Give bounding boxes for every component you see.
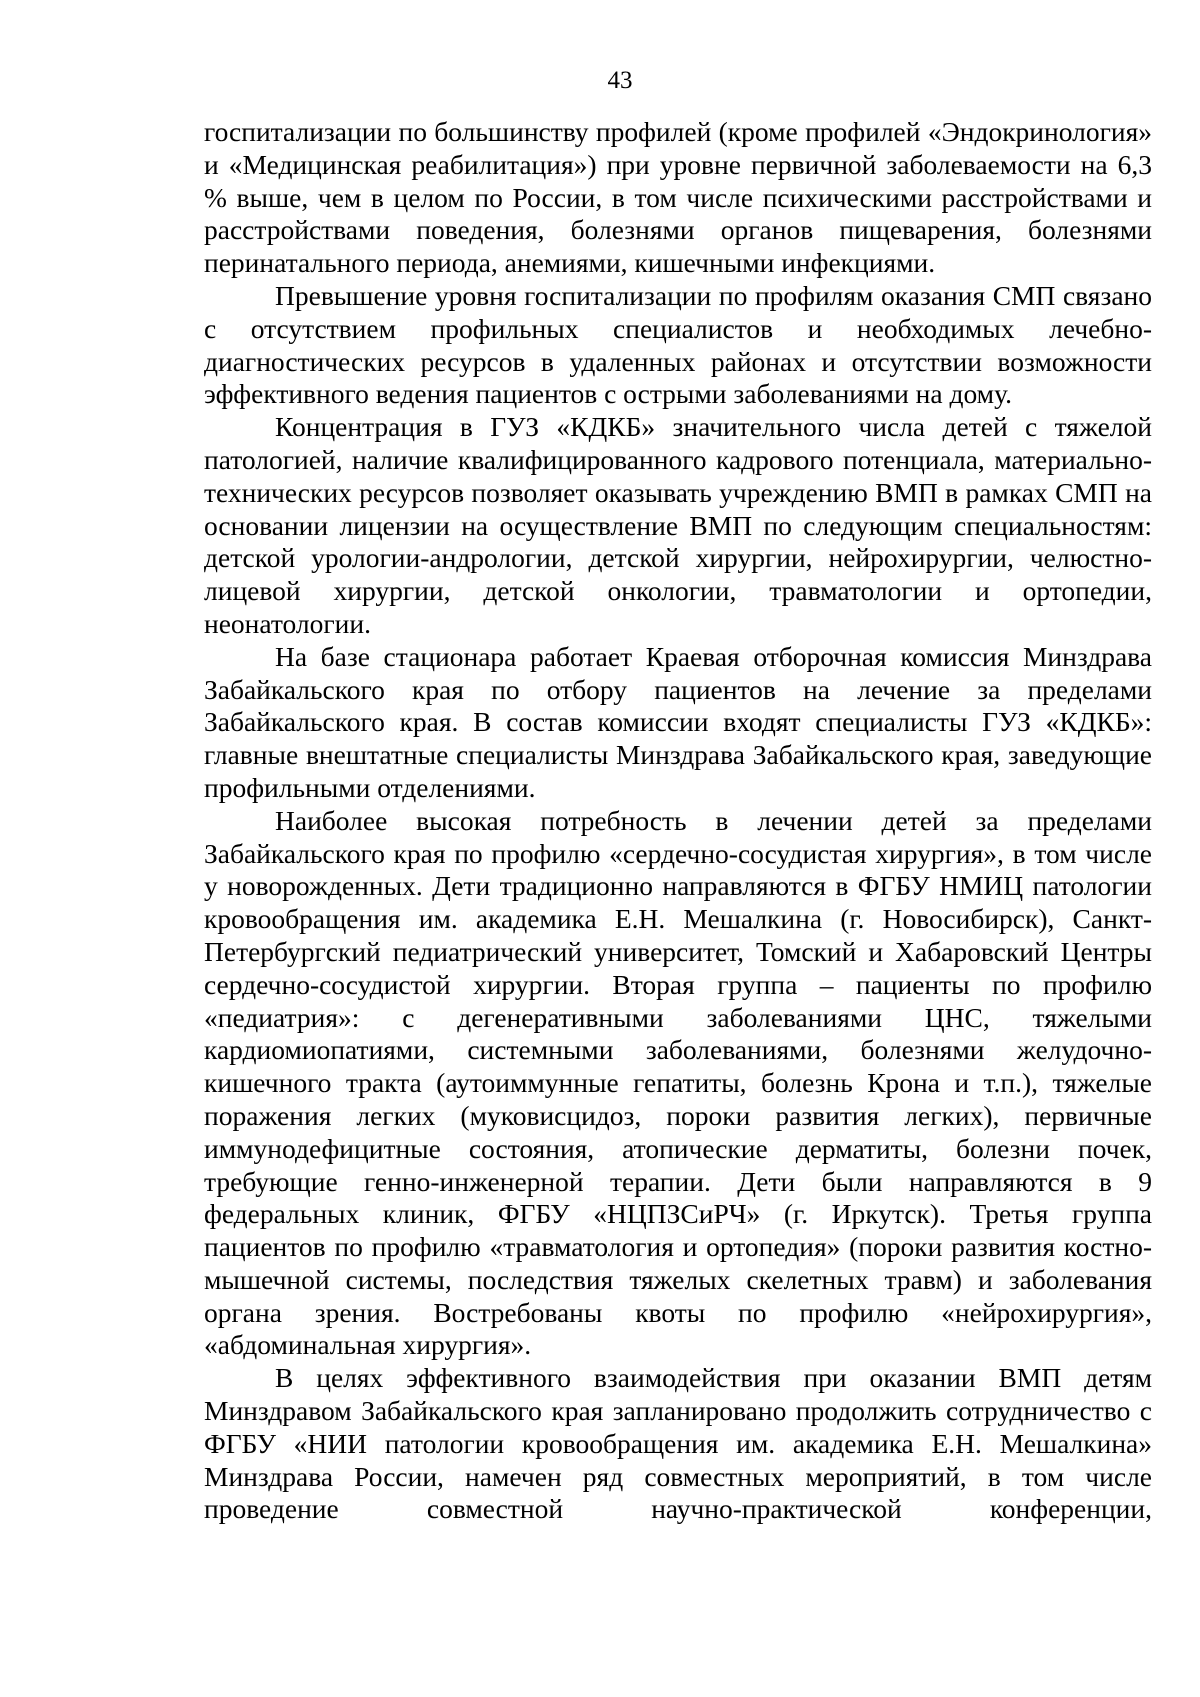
document-body — [204, 116, 1152, 1526]
paragraph-hospitalization-excess: Превышение уровня госпитализации по профилям оказания СМП связано с отсутствием профильных специалистов и необходимых лечебно-диагностических ресурсов в удаленных районах и отсутствии возможности эффективного ведения пациентов с острыми заболеваниями на дому. — [204, 279, 1152, 410]
page-number: 43 — [607, 67, 633, 94]
paragraph-treatment-demand: Наиболее высокая потребность в лечении детей за пределами Забайкальского края по профилю «сердечно-сосудистая хирургия», в том числе у новорожденных. Дети традиционно направляются в ФГБУ НМИЦ патологии кровообращения им. академика Е.Н. Мешалкина (г. Новосибирск), Санкт-Петербургский педиатрический университет, Томский и Хабаровский Центры сердечно-сосудистой хирургии. Вторая группа – пациенты по профилю «педиатрия»: с дегенеративными заболеваниями ЦНС, тяжелыми кардиомиопатиями, системными заболеваниями, болезнями желудочно-кишечного тракта (аутоиммунные гепатиты, болезнь Крона и т.п.), тяжелые поражения легких (муковисцидоз, пороки развития легких), первичные иммунодефицитные состояния, атопические дерматиты, болезни почек, требующие генно-инженерной терапии. Дети были направляются в 9 федеральных клиник, ФГБУ «НЦПЗСиРЧ» (г. Иркутск). Третья группа пациентов по профилю «травматология и ортопедия» (пороки развития костно-мышечной системы, последствия тяжелых скелетных травм) и заболевания органа зрения. Востребованы квоты по профилю «нейрохирургия», «абдоминальная хирургия». — [204, 804, 1152, 1361]
paragraph-continuation: госпитализации по большинству профилей (кроме профилей «Эндокринология» и «Медицинская реабилитация») при уровне первичной заболеваемости на 6,3 % выше, чем в целом по России, в том числе психическими расстройствами и расстройствами поведения, болезнями органов пищеварения, болезнями перинатального периода, анемиями, кишечными инфекциями. — [204, 116, 1152, 279]
paragraph-cooperation: В целях эффективного взаимодействия при оказании ВМП детям Минздравом Забайкальского края запланировано продолжить сотрудничество с ФГБУ «НИИ патологии кровообращения им. академика Е.Н. Мешалкина» Минздрава России, намечен ряд совместных мероприятий, в том числе проведение совместной научно-практической конференции, — [204, 1362, 1152, 1525]
paragraph-selection-commission: На базе стационара работает Краевая отборочная комиссия Минздрава Забайкальского края по отбору пациентов на лечение за пределами Забайкальского края. В состав комиссии входят специалисты ГУЗ «КДКБ»: главные внештатные специалисты Минздрава Забайкальского края, заведующие профильными отделениями. — [204, 640, 1152, 803]
paragraph-kdkb-concentration: Концентрация в ГУЗ «КДКБ» значительного числа детей с тяжелой патологией, наличие квалифицированного кадрового потенциала, материально-технических ресурсов позволяет оказывать учреждению ВМП в рамках СМП на основании лицензии на осуществление ВМП по следующим специальностям: детской урологии-андрологии, детской хирургии, нейрохирургии, челюстно-лицевой хирургии, детской онкологии, травматологии и ортопедии, неонатологии. — [204, 411, 1152, 639]
